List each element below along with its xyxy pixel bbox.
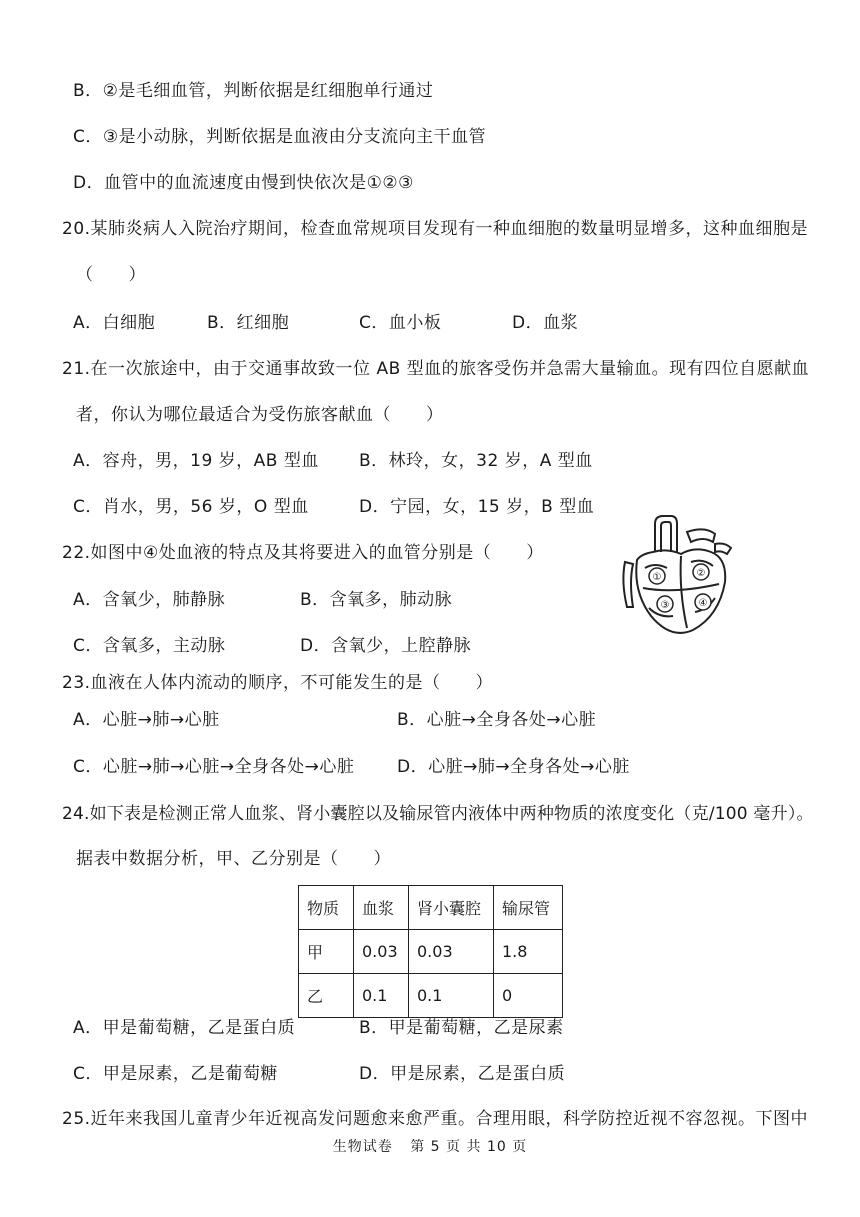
- q24-option-b: B．甲是葡萄糖，乙是尿素: [359, 1018, 564, 1038]
- q21-stem-line2: 者，你认为哪位最适合为受伤旅客献血（ ）: [76, 405, 444, 425]
- q22-stem: 22.如图中④处血液的特点及其将要进入的血管分别是（ ）: [62, 543, 544, 563]
- q19-option-d: D．血管中的血流速度由慢到快依次是①②③: [73, 173, 414, 193]
- heart-diagram: [615, 512, 745, 642]
- table-cell: 0.1: [409, 974, 494, 1018]
- q22-option-b: B．含氧多，肺动脉: [300, 590, 453, 610]
- table-cell: 0.03: [409, 930, 494, 974]
- q23-option-b: B．心脏→全身各处→心脏: [397, 710, 597, 730]
- q24-option-c: C．甲是尿素，乙是葡萄糖: [73, 1064, 278, 1084]
- q20-option-d: D．血浆: [512, 313, 579, 333]
- q20-stem-line2: （ ）: [76, 265, 146, 285]
- table-cell: 0.03: [354, 930, 409, 974]
- q21-option-a: A．容舟，男，19 岁，AB 型血: [73, 451, 319, 471]
- q24-stem-line1: 24.如下表是检测正常人血浆、肾小囊腔以及输尿管内液体中两种物质的浓度变化（克/100 毫升）。: [62, 804, 814, 824]
- q21-option-d: D．宁园，女，15 岁，B 型血: [359, 497, 595, 517]
- q23-option-d: D．心脏→肺→全身各处→心脏: [397, 757, 630, 777]
- q19-option-c: C．③是小动脉，判断依据是血液由分支流向主干血管: [73, 127, 487, 147]
- q21-stem-line1: 21.在一次旅途中，由于交通事故致一位 AB 型血的旅客受伤并急需大量输血。现有四位自愿献血: [62, 359, 810, 379]
- table-header-cell: 血浆: [354, 886, 409, 930]
- heart-label-1: ①: [652, 572, 662, 583]
- concentration-table: [298, 885, 563, 1018]
- q23-stem: 23.血液在人体内流动的顺序，不可能发生的是（ ）: [62, 673, 494, 693]
- table-header-cell: 物质: [299, 886, 354, 930]
- q20-stem-line1: 20.某肺炎病人入院治疗期间，检查血常规项目发现有一种血细胞的数量明显增多，这种血细胞是: [62, 219, 809, 239]
- q22-option-c: C．含氧多，主动脉: [73, 636, 226, 656]
- table-header-cell: 输尿管: [494, 886, 563, 930]
- q20-option-b: B．红细胞: [207, 313, 290, 333]
- q19-option-b: B．②是毛细血管，判断依据是红细胞单行通过: [73, 81, 434, 101]
- table-row: [299, 974, 563, 1018]
- page-footer: [0, 1136, 860, 1156]
- q23-option-c: C．心脏→肺→心脏→全身各处→心脏: [73, 757, 355, 777]
- q22-option-a: A．含氧少，肺静脉: [73, 590, 226, 610]
- heart-label-2: ②: [696, 568, 706, 579]
- table-cell: 甲: [299, 930, 354, 974]
- heart-label-4: ④: [698, 598, 708, 609]
- q21-option-c: C．肖水，男，56 岁，O 型血: [73, 497, 309, 517]
- q25-stem-line1: 25.近年来我国儿童青少年近视高发问题愈来愈严重。合理用眼，科学防控近视不容忽视。下图中: [62, 1109, 809, 1129]
- table-cell: 乙: [299, 974, 354, 1018]
- table-cell: 1.8: [494, 930, 563, 974]
- table-row: [299, 930, 563, 974]
- q24-option-a: A．甲是葡萄糖，乙是蛋白质: [73, 1018, 296, 1038]
- q23-option-a: A．心脏→肺→心脏: [73, 710, 220, 730]
- table-cell: 0: [494, 974, 563, 1018]
- q21-option-b: B．林玲，女，32 岁，A 型血: [359, 451, 593, 471]
- footer-page-info: 第 5 页 共 10 页: [410, 1139, 528, 1155]
- q24-option-d: D．甲是尿素，乙是蛋白质: [359, 1064, 566, 1084]
- q20-option-a: A．白细胞: [73, 313, 156, 333]
- table-cell: 0.1: [354, 974, 409, 1018]
- q24-stem-line2: 据表中数据分析，甲、乙分别是（ ）: [76, 849, 391, 869]
- q22-option-d: D．含氧少，上腔静脉: [300, 636, 472, 656]
- table-header-row: [299, 886, 563, 930]
- footer-subject: 生物试卷: [332, 1139, 393, 1155]
- table-header-cell: 肾小囊腔: [409, 886, 494, 930]
- q20-option-c: C．血小板: [359, 313, 442, 333]
- heart-label-3: ③: [660, 600, 670, 611]
